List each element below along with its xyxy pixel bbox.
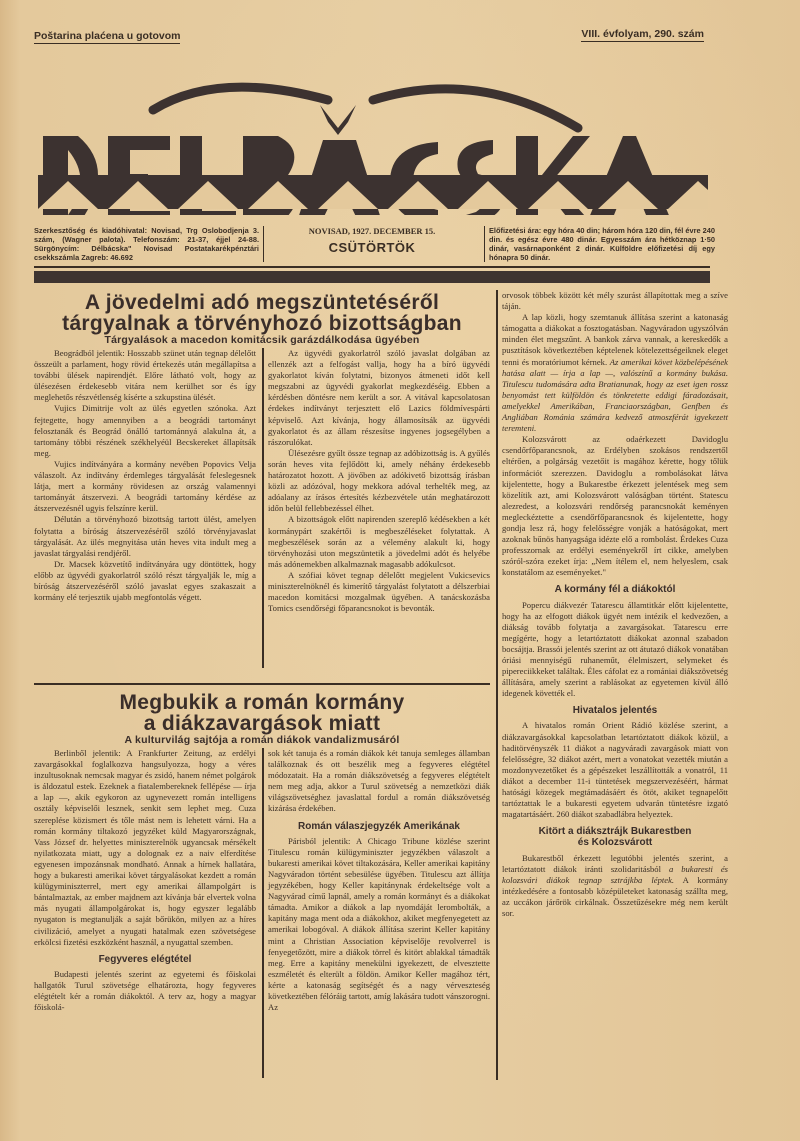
article1-headline-block [34,292,490,346]
article2-subheadline: A kulturvilág sajtója a román diákok vandalizmusáról [124,734,400,746]
column-divider [496,290,498,1080]
issue-weekday: CSÜTÖRTÖK [328,240,416,255]
article2-headline-line2: a diákzavargások miatt [143,712,381,735]
article1-paragraph: Dr. Macsek közvetítő indítványára ugy döntöttek, hogy előbb az ügyvédi gyakorlatról szóló részt tárgyalják le, míg a bíróság átszervezéséről szóló javaslat egyes szakaszait a kormány elé terjesztik ujabb megfontolás végett. [34,558,256,603]
section-title-kormany: A kormány fél a diákoktól [554,584,676,596]
article1-paragraph: A bizottságok előtt napirenden szereplő kédésekben a két kormánypárt szakértői is megbeszéléseket folytattak. A megbeszélések során az a vélemény alakult ki, hogy törvényhozási uton megszüntetik a jövedelmi adót és helyébe más adónemekben alkalmaznak magasabb adókulcsot. [268,514,490,569]
subscription-info: Előfizetési ára: egy hóra 40 din; három hóra 120 din, fél évre 240 din. és egész évre 480 dinár. Egyesszám ára hétköznap 1·50 dinár, vasárnaponként 2 dinár. Külföldre előfizetési díj egy hónapra 50 dinár. [484,226,715,262]
right-paragraph: orvosok többek között két mély szurást állapítottak meg a szíve táján. [502,290,728,312]
section-title-kitort-line1: Kitört a diáksztrájk Bukarestben [538,826,692,838]
article1-paragraph: Ülésezésre gyűlt össze tegnap az adóbizottság is. A gyűlés során heves vita fejlődött ki, amely néhány érdekesebb határozatot hozott. A jövőben az adókivető bizottság írásban közli az adózóval, hogy mekkora adóval terhelték meg, az adóalany az írásos értesítés kézbezvétele után meghatározott időn belül fellebbezéssel élhet. [268,447,490,514]
article1-subheadline: Tárgyalások a macedon komitácsik garázdálkodása ügyében [104,334,420,346]
section-title-kitort-line2: és Kolozsvárott [577,837,653,849]
header-divider-thick [34,271,710,283]
article1-paragraph: Vujics indítványára a kormány nevében Popovics Velja válaszolt. Az indítvány érdemleges tárgyalását feleslegesnek látja, mert a kormány rövidesen az ország valamennyi tartományát átszervezi. A beográdi tartomány kérdése az átszervezésnél ugyis felszínre kerül. [34,458,256,514]
section-title-valaszjegyzek: Román válaszjegyzék Amerikának [298,820,460,832]
article2-headline-line1: Megbukik a román kormány [119,691,405,714]
article-divider [34,683,490,685]
column-divider [262,348,264,668]
issue-date: NOVISAD, 1927. DECEMBER 15. [308,226,436,236]
right-column [502,290,728,919]
issue-date-block [272,226,472,255]
article1-headline-line2: tárgyalnak a törvényhozó bizottságban [62,312,462,335]
volume-number: VIII. évfolyam, 290. szám [581,28,704,40]
section-title-fegyveres: Fegyveres elégtétel [98,953,192,965]
article2-column2 [268,748,490,1013]
right-paragraph: Kolozsvárott az odaérkezett Davidoglu csendőrfőparancsnok, az Erdélyben szokásos rendszertől eltérően, a polgárság vezetőit is magához kérette, hogy tőlük információt szerezzen. Davidoglu a rombolásokat látva kijelentette, hogy a Bukarestbe érkezett jelentések meg sem közelítik azt, ami Kolozsvárott valóságban történt. Statescu alezredest, a kolozsvári rendőrség parancsnokát keményen megleckéztette a csendőrfőparancsnok és kijelentette, hogy gondja lesz rá, hogy felelősségre vonják a hatóságokat, mert azoknak bűnös hanyagsága idézte elő a rombolást. Érdekes Cuza professzornak az erdélyi eseményekről írt cikke, amelyben szóról-szóra ezeket írja: „Nem ítélem el, nem helyeslem, csak konstatálom az eseményeket." [502,434,728,578]
right-paragraph: A hivatalos román Orient Rádió közlése szerint, a diákzavargásokkal kapcsolatban letartóztatott diákok közül, a haditörvényszék 11 diákot a nagyváradi zavargások miatt von felelősségre, 32 diákot azért, mert a vonatokat vezették miután a mozdonyvezetőket és a gépészeket leszállították a vonatról, 11 diákot a december 11-i tüntetések megszervezéséért, hármat hatósági közegek megtámadásáért és ötöt, akiket tegnapelőtt tartóztattak le a bukaresti egyetem udvarán tüntetésre izgató magatartásáért. 260 diákot szabadlábra helyeztek. [502,720,728,820]
right-paragraph [502,312,728,434]
article2-column1 [34,748,256,1013]
right-paragraph-italic: Az amerikai követ közbelépésének hatása alatt — írja a lap —, valószínű a kormány bukása. Titulescu tudomására adta Bratianunak, hogy az eset igen rossz benyomást tett külföldön és tönkretette eddigi fáradozásait, amelyekkel Amerikában, Franciaországban, Genfben és Angliában Románia számára kedvező atmoszférát igyekezett teremteni. [502,356,728,434]
publication-info-row [34,226,715,268]
article1-paragraph: Vujics Dimitrije volt az ülés egyetlen szónoka. Azt fejtegette, hogy amennyiben a a beográdi tartományt felosztanák és Beográd önálló tartománnyá alakulna át, a tartomány többi részének székhelyéül Becskereket állapítsák meg. [34,403,256,458]
kitort-italic: a bukaresti és kolozsvári diákok tegnap sztrájkba léptek. [502,863,728,885]
article2-headline-block [34,692,490,746]
right-paragraph: Popercu diákvezér Tatarescu államtitkár előtt kijelentette, hogy ha az elfogott diákok ügyét nem intézik el kedvezően, a diákság tovább folytatja a zavargásokat. Tatarescu erre megígérte, hogy a letartóztatott diákokat azonnal szabadon bocsájtja. Brassói jelentés szerint az ott átutazó diákok vonatában óriási mennyiségű ruhaneműt, élelmiszert, selymeket és pipereciikkeket találtak. Éles cáfolat ez a romániai diákszövetség állítására, amely szerint a rablásokat az egyetemen kívül álló idegenek követték el. [502,599,728,699]
article1-paragraph: Délután a törvényhozó bizottság tartott ülést, amelyen folytatta a bíróság átszervezéséről szóló törvényjavaslat tárgyalását. Az ülés megnyitása után heves vita indult meg a javaslat tárgyalási rendjéről. [34,514,256,558]
article1-paragraph: Az ügyvédi gyakorlatról szóló javaslat dolgában az ellenzék azt a felfogást vallja, hogy ha a bíró ügyvédi gyakorlatot kíván folytatni, bizonyos átmeneti időt kell megszabni az ügyvédi gyakorlat megkezdéséig. Ebben a kérdésben döntésre nem került a sor. A vitával kapcsolatosan érdekes indítványt terjesztett elő Lazics földmívespárti képviselő. Azt kívánja, hogy államosítsák az ügyvédi gyakorlatot és az állam részesítse ingyenes jogsegélyben a rászorulókat. [268,348,490,447]
kitort-plain: Bukarestből érkezett legutóbbi jelentés szerint, a letartóztatott diákok iránti szolidaritásból [502,852,728,874]
article1-paragraph: A szófiai követ tegnap délelőtt megjelent Vukicsevics miniszterelnöknél és kimerítő tárgyalást folytatott a délszerbiai macedon komitácsi mozgalmak ügyében. A tanácskozásba Tomics csendőrségi főparancsnokot is bevonták. [268,569,490,614]
right-paragraph-plain: A lap közli, hogy szemtanuk állítása szerint a katonaság támogatta a diákokat a fosztogatásban. Nagyváradon ugyszólván minden élet megszűnt. A bankok zárva vannak, a kereskedők a pusztítások következtében képtelenek kötelezettségeiknek eleget tenni és moratóriumot kérnek. [502,312,728,367]
article2-paragraph: Berlinből jelentik: A Frankfurter Zeitung, az erdélyi zavargásokkal foglalkozva hangsulyozza, hogy a véres inzultusoknak nemcsak magyar és zsidó, hanem német polgárok is áldozatul estek. Ezeknek a fiatalembereknek fellépése — írja a lap —, akik egykoron az ugynevezett román intelligens osztály képviselői lesznek, senkit sem lephet meg. Cuza szereplése közismert és tőle mást nem is lehetett várni. Ha a román kormány tiltakozó jegyzéket küld Magyarországnak, Vass József dr. helyettes miniszterelnök ugyancsak mérsékelt nyilatkozata miatt, ugy a dolognak ez a naiv elferdítése egyenesen impozánsnak mondható. Annak a hírnek hallatára, hogy a bukaresti amerikai követ tárgyalásokat kezdett a román külügyminiszterrel, mert egy amerikai állampolgárt is bántalmaztak, az ember majdnem azt kívánja bár elvertek volna más nyugati állampolgárokat is, hogy egyszer legalább nyugaton is megtanulják a saját bőrükön, milyen az a híres civilizáció, amelyet a nyugati hatalmak ezen szövetségese erkölcsi fizetési eszközként használ, a nyugattal szemben. [34,748,256,947]
article1-column2 [268,348,490,614]
kitort-plain: A kormány intézkedésére a fontosabb középületeket katonaság szállta meg, az uccákon járőrök cirkálnak. Összetűzésekre még nem került sor. [502,874,728,918]
article1-paragraph: Beográdból jelentik: Hosszabb szünet után tegnap délelőtt összeült a parlament, hogy rövid értekezés után megállapítsa a további ülések napirendjét. Előre látható volt, hogy az ülésezésen érdekesebb vitára nem kerülhet sor és így meglehetős részvétlenség kísérte a szkupstina ülését. [34,348,256,403]
column-divider [262,748,264,1078]
article1-column1 [34,348,256,603]
masthead-zigzag-border [38,175,708,215]
section-title-hivatalos: Hivatalos jelentés [572,705,658,717]
header-divider-thin [34,266,710,268]
article2-paragraph: Budapesti jelentés szerint az egyetemi és főiskolai hallgatók Turul szövetsége elhatározta, hogy fegyveres elégtételt kér a román diákoktól. A terv az, hogy a magyar főiskolá- [34,968,256,1013]
postage-notice: Poštarina plaćena u gotovom [34,30,181,42]
article2-paragraph: sok két tanuja és a román diákok két tanuja semleges államban találkoznak és ott beszélik meg a fegyveres elégtétel módozatait. Ha a román diákszövetség a fegyveres elégtételt nem meg adja, akkor a Turul szövetség a nemzetközi diák világszövetséghez javaslattal fordul a román diákszövetség kizárása érdekében. [268,748,490,814]
masthead-logo [38,50,708,215]
article1-headline-line1: A jövedelmi adó megszüntetéséről [84,291,440,314]
article2-paragraph: Párisból jelentik: A Chicago Tribune közlése szerint Titulescu román külügyminiszter jegyzékben válaszolt a bukaresti amerikai követ tiltakozására, Keller amerikai kapitány Nagyváradon történt sebesülése ügyében. Titulescu azt állítja jegyzékében, hogy Keller kapitánynak érdekeltsége volt a Nagyvárad című lapnál, amely a román kormányt és a diákokat támadta. Amikor a diákok a lap nyomdáját lerombolták, a kapitány maga ment oda a diákokhoz, akiket megfenyegetett az amerikai lobogóval. A diákok állítása szerint Keller kapitány mint a Christian Association képviselője revolverrel is fenyegetőzött, mire a diákok törrel és kitört ablakkal támadták meg. Erre a kapitány menekülni igyekezett, de elvesztette eszméletét és elterült a földön. Amikor Keller magához tért, kérte a katonaság segítségét és a nagy vérveszteség következtében félóráig tartott, amíg lakására tudott vánszorogni. Az [268,835,490,1013]
publisher-info: Szerkesztőség és kiadóhivatal: Novisad, Trg Oslobodjenja 3. szám, (Wagner palota). Telefonszám: 21-37, éjjel 24-88. Sürgönycím: Délbácska" Novisad Postatakarékpénztári csekkszámla Zagreb: 46.692 [34,226,264,262]
right-paragraph [502,853,728,920]
